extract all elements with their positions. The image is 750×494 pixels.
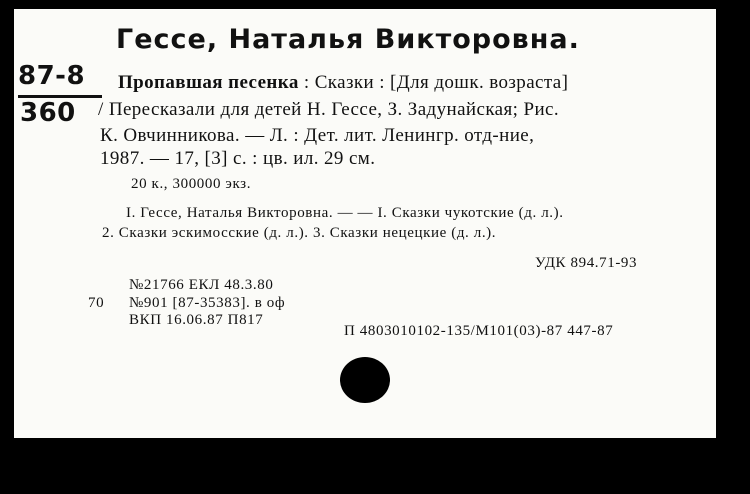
udc-code: УДК 894.71-93 (535, 255, 638, 271)
title-remainder: : Сказки : [Для дошк. возраста] (298, 72, 569, 93)
catalog-card (14, 9, 716, 438)
print-run: 20 к., 300000 экз. (131, 176, 252, 192)
record-line-2-prefix: 70 (88, 295, 105, 311)
handwritten-heading: Гессе, Наталья Викторовна. (116, 24, 580, 55)
description-line-2: / Пересказали для детей Н. Гессе, З. Задунайская; Рис. (98, 99, 559, 120)
index-code: П 4803010102-135/М101(03)-87 447-87 (344, 323, 614, 339)
description-line-4: 1987. — 17, [3] с. : цв. ил. 29 см. (100, 148, 376, 169)
record-line-1: №21766 ЕКЛ 48.3.80 (129, 277, 274, 293)
description-line-1 (118, 72, 568, 94)
record-line-2: №901 [87-35383]. в оф (129, 295, 286, 311)
tracing-line-2: 2. Сказки эскимосские (д. л.). 3. Сказки нецецкие (д. л.). (102, 225, 497, 241)
call-number-bottom: 360 (20, 98, 76, 128)
book-title: Пропавшая песенка (118, 72, 299, 93)
record-line-3: ВКП 16.06.87 П817 (129, 312, 264, 328)
punch-hole (340, 357, 390, 403)
description-line-3: К. Овчинникова. — Л. : Дет. лит. Ленингр. отд-ние, (100, 125, 535, 146)
call-number-top: 87-8 (18, 61, 86, 91)
tracing-line-1: I. Гессе, Наталья Викторовна. — — I. Сказки чукотские (д. л.). (126, 205, 564, 221)
